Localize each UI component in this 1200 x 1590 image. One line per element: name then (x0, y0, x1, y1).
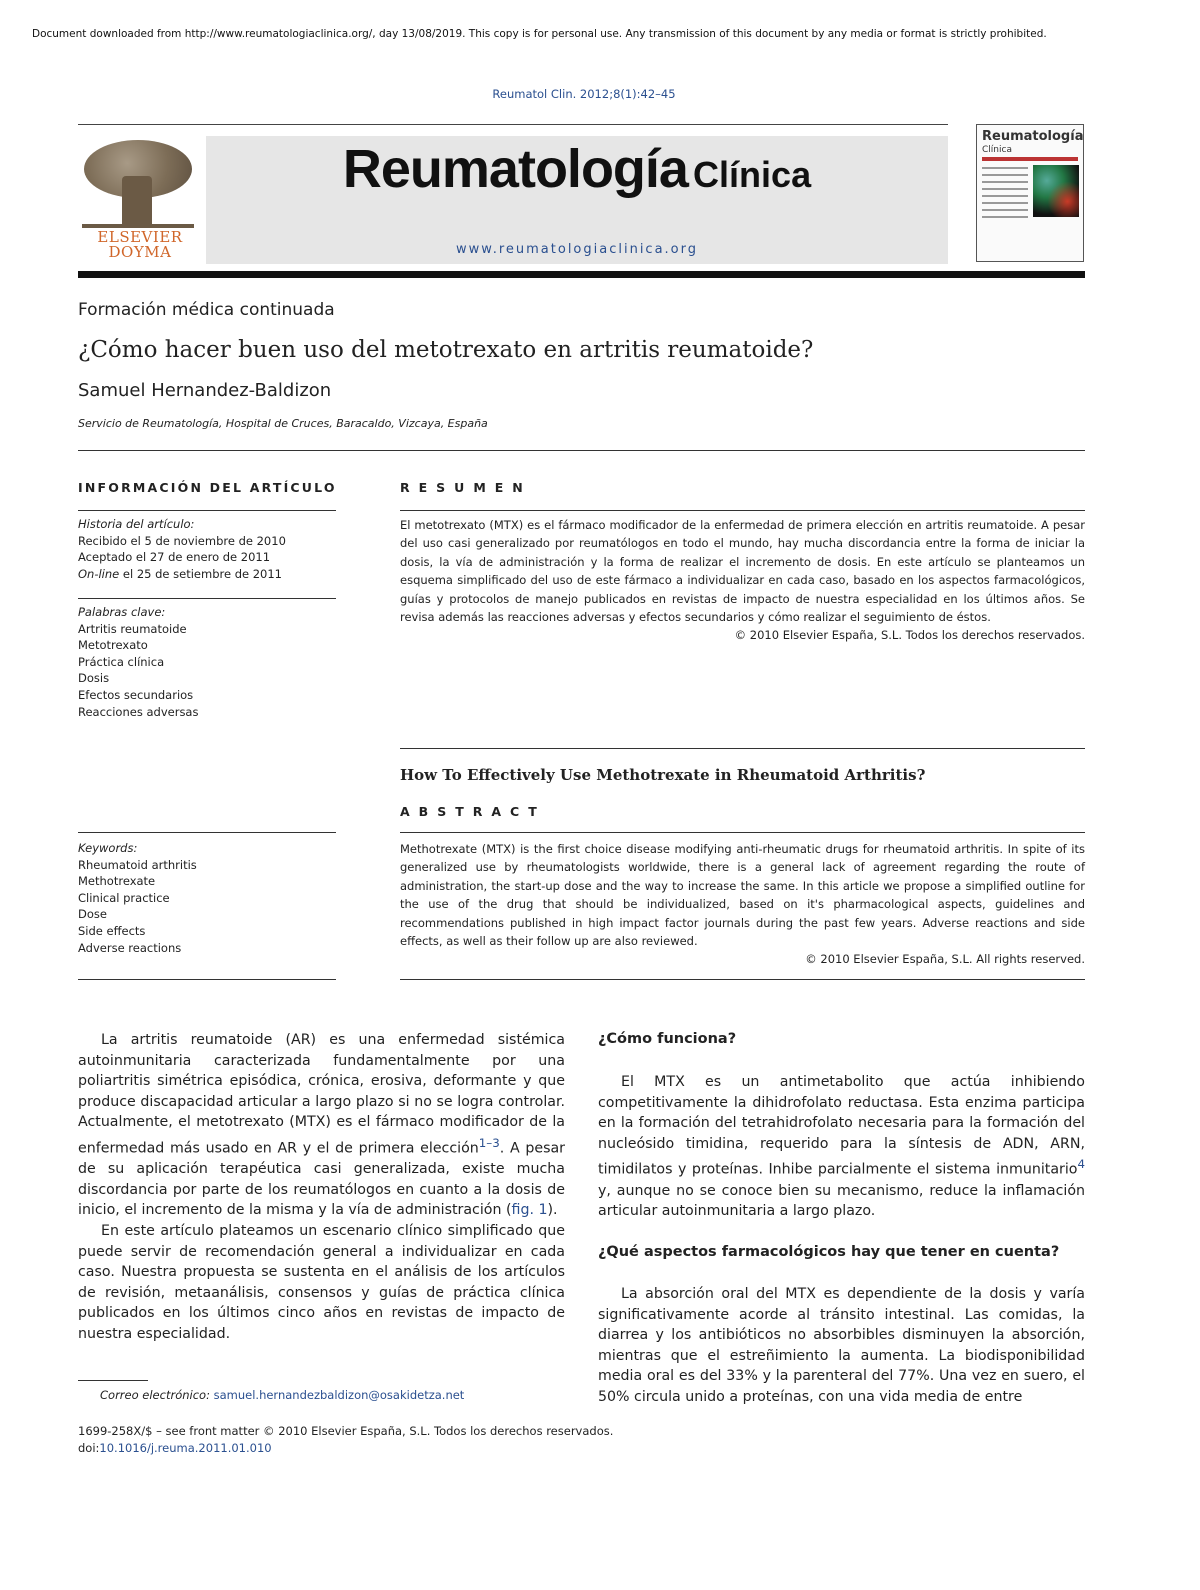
p3-text-a: El MTX es un antimetabolito que actúa inhibiendo competitivamente la dihidrofolato reductasa. Esta enzima participa en la formación del tetrahidrofolato necesaria para la formación del nucleósido timidina, requerido para la síntesis de ADN, ARN, timidilatos y proteínas. Inhibe parcialmente el sistema inmunitario (598, 1074, 1085, 1179)
section-heading-farmacologicos: ¿Qué aspectos farmacológicos hay que tener en cuenta? (598, 1244, 1060, 1260)
keyword-en: Rheumatoid arthritis (78, 857, 197, 872)
abstract-copyright: © 2010 Elsevier España, S.L. All rights reserved. (805, 952, 1085, 967)
cover-text-lines (982, 167, 1028, 223)
keyword-es: Metotrexato (78, 638, 148, 653)
online-date (78, 566, 336, 583)
doi-link[interactable]: 10.1016/j.reuma.2011.01.010 (99, 1441, 272, 1455)
download-notice: Document downloaded from http://www.reumatologiaclinica.org/, day 13/08/2019. This copy is for personal use. Any transmission of this document by any media or format is strictly prohibited. (32, 28, 1047, 40)
journal-cover-thumbnail (976, 124, 1084, 262)
abstract-rule (400, 832, 1085, 833)
keyword-en: Clinical practice (78, 890, 170, 905)
resumen-copyright: © 2010 Elsevier España, S.L. Todos los derechos reservados. (734, 628, 1085, 643)
elsevier-logo (78, 136, 202, 262)
journal-url-link[interactable]: www.reumatologiaclinica.org (456, 242, 698, 257)
footnote-rule (78, 1380, 148, 1381)
body-paragraph-1 (78, 1030, 565, 1221)
front-matter: 1699-258X/$ – see front matter © 2010 Elsevier España, S.L. Todos los derechos reservados. (78, 1424, 614, 1438)
keyword-en: Adverse reactions (78, 940, 182, 955)
publisher-line1: ELSEVIER (97, 228, 183, 246)
header-thick-bar (78, 271, 1085, 278)
english-title: How To Effectively Use Methotrexate in Rheumatoid Arthritis? (400, 766, 926, 784)
reference-link[interactable]: 4 (1077, 1157, 1085, 1172)
info-rule-1 (78, 510, 336, 511)
footnote (100, 1388, 464, 1402)
cover-image-overlay (1033, 165, 1079, 217)
resumen-body: El metotrexato (MTX) es el fármaco modificador de la enfermedad de primera elección en artritis reumatoide. A pesar del uso casi generalizado por reumatólogos en todo el mundo, hay mucha discordancia entre la forma de iniciar la dosis, la vía de administración y la forma de realizar el incremento de dosis. En este artículo se planteamos un esquema simplificado del uso de este fármaco a individualizar en cada caso, basado en los aspectos farmacológicos, guías y protocolos de manejo publicados en revistas de impacto de nuestra especialidad en los últimos años. Se revisa además las reacciones adversas y efectos secundarios y cómo realizar el seguimiento de éstos. (400, 518, 1085, 625)
article-history (78, 516, 336, 582)
keyword-es: Efectos secundarios (78, 687, 194, 702)
journal-banner (206, 136, 948, 264)
keyword-en: Methotrexate (78, 874, 156, 889)
figure-link[interactable]: fig. 1 (511, 1202, 548, 1219)
journal-title-small: Clínica (693, 154, 812, 195)
cover-band (982, 157, 1078, 161)
publisher-line2: DOYMA (108, 243, 172, 261)
header-rule (78, 124, 948, 125)
received-date: Recibido el 5 de noviembre de 2010 (78, 533, 286, 548)
abstract-text (400, 840, 1085, 969)
resumen-text (400, 516, 1085, 645)
online-prefix: On-line (78, 566, 120, 581)
body-right-column-1 (598, 1072, 1085, 1222)
body-right-column-2 (598, 1284, 1085, 1408)
abstract-body: Methotrexate (MTX) is the first choice disease modifying anti-rheumatic drugs for rheumatoid arthritis. In spite of its generalized use by rheumatologists worldwide, there is a general lack of agreement regarding the route of administration, the start-up dose and the way to increase the same. In this article we propose a simplified outline for the use of the drug that should be individualized, based on it's pharmacological aspects, guidelines and recommendations published in high impact factor journals during the past few years. Adverse reactions and side effects, as well as their follow up are also reviewed. (400, 842, 1085, 949)
doi-line (78, 1441, 272, 1455)
keyword-es: Artritis reumatoide (78, 621, 187, 636)
keywords-en-rule (78, 832, 336, 833)
keyword-es: Reacciones adversas (78, 704, 199, 719)
body-paragraph-3 (598, 1072, 1085, 1222)
abstract-heading: ABSTRACT (400, 804, 546, 819)
cover-title: Reumatología (982, 129, 1084, 144)
tree-trunk (122, 176, 152, 228)
accepted-date: Aceptado el 27 de enero de 2011 (78, 550, 271, 565)
journal-title (206, 138, 948, 200)
keyword-es: Dosis (78, 671, 110, 686)
info-bottom-rule (78, 979, 336, 980)
doi-label: doi: (78, 1441, 100, 1455)
keywords-en (78, 840, 336, 956)
article-title: ¿Cómo hacer buen uso del metotrexato en artritis reumatoide? (78, 337, 814, 363)
article-info-heading: INFORMACIÓN DEL ARTÍCULO (78, 480, 337, 495)
info-rule-2 (78, 598, 336, 599)
keyword-es: Práctica clínica (78, 654, 165, 669)
publisher-name (78, 230, 202, 260)
keywords-es-label: Palabras clave: (78, 605, 166, 619)
body-left-column (78, 1030, 565, 1345)
abstract-bottom-rule (400, 979, 1085, 980)
author-affiliation: Servicio de Reumatología, Hospital de Cruces, Baracaldo, Vizcaya, España (78, 417, 488, 430)
article-author: Samuel Hernandez-Baldizon (78, 380, 332, 401)
keywords-en-label: Keywords: (78, 841, 138, 855)
p3-text-b: y, aunque no se conoce bien su mecanismo, reduce la inflamación articular autoinmunitaria a largo plazo. (598, 1182, 1085, 1220)
p1-text-a: La artritis reumatoide (AR) es una enfermedad sistémica autoinmunitaria caracterizada fundamentalmente por una poliartritis simétrica episódica, crónica, erosiva, deformante y que produce discapacidad articular a largo plazo si no se logra controlar. Actualmente, el metotrexato (MTX) es el fármaco modificador de la enfermedad más usado en AR y el de primera elección (78, 1032, 565, 1157)
section-heading-como-funciona: ¿Cómo funciona? (598, 1031, 737, 1047)
p1-text-b: . A pesar de su aplicación terapéutica casi generalizada, existe mucha discordancia por parte de los reumatólogos en cuanto a la dosis de inicio, el incremento de la misma y la vía de administración ( (78, 1140, 566, 1219)
resumen-heading: RESUMEN (400, 480, 532, 495)
p1-text-c: ). (547, 1202, 558, 1219)
journal-title-main: Reumatología (342, 139, 688, 199)
journal-citation[interactable]: Reumatol Clin. 2012;8(1):42–45 (492, 87, 676, 101)
history-label: Historia del artículo: (78, 517, 195, 531)
reference-link[interactable]: 1–3 (478, 1135, 500, 1150)
resumen-rule (400, 510, 1085, 511)
keyword-en: Side effects (78, 923, 146, 938)
section-type: Formación médica continuada (78, 300, 335, 320)
title-divider (78, 450, 1085, 451)
online-rest: el 25 de setiembre de 2011 (119, 566, 283, 581)
footnote-label: Correo electrónico: (100, 1388, 210, 1402)
cover-subtitle: Clínica (982, 145, 1012, 155)
english-divider (400, 748, 1085, 749)
body-paragraph-2: En este artículo plateamos un escenario clínico simplificado que puede servir de recomendación general a individualizar en cada caso. Nuestra propuesta se sustenta en el análisis de los artículos de revisión, metaanálisis, consensos y guías de práctica clínica publicados en los últimos cinco años en revistas de impacto de nuestra especialidad. (78, 1223, 565, 1343)
keyword-en: Dose (78, 907, 107, 922)
author-email-link[interactable]: samuel.hernandezbaldizon@osakidetza.net (213, 1388, 465, 1402)
keywords-es (78, 604, 336, 720)
body-paragraph-4: La absorción oral del MTX es dependiente de la dosis y varía significativamente acorde al tránsito intestinal. Las comidas, la diarrea y los antibióticos no absorbibles disminuyen la absorción, mientras que el estreñimiento la aumenta. La biodisponibilidad media oral es del 33% y la parenteral del 77%. Una vez en suero, el 50% circula unido a proteínas, con una vida media de entre (598, 1286, 1085, 1405)
